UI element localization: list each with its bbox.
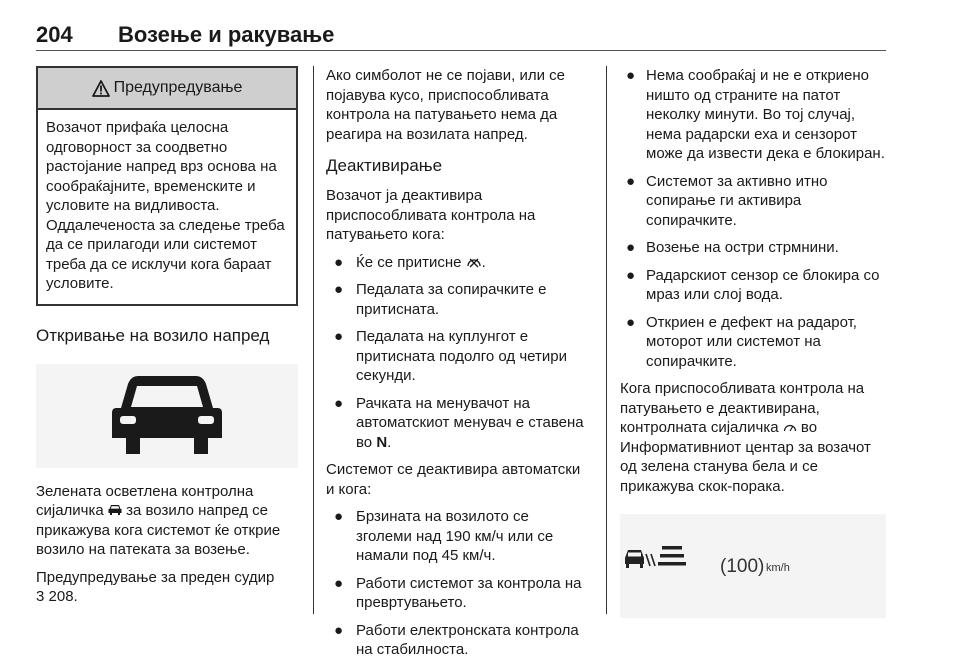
list-item: ● Брзината на возилото се зголеми над 190 км/ч или се намали под 45 км/ч. xyxy=(334,508,554,564)
list-item: ● Ќе се притисне . xyxy=(334,253,486,271)
list-item: ● Работи електронската контрола на стабилноста. xyxy=(334,621,579,658)
bullet-icon: ● xyxy=(334,281,344,298)
bullet-icon: ● xyxy=(334,621,344,639)
cruise-cancel-icon xyxy=(466,256,482,268)
header-rule xyxy=(36,50,886,51)
section-heading: Деактивирање xyxy=(326,156,443,175)
conditions-list xyxy=(620,66,886,371)
page-header xyxy=(36,22,886,52)
bullet-icon: ● xyxy=(626,67,636,84)
bullet-icon: ● xyxy=(626,266,636,284)
bullet-icon: ● xyxy=(334,508,344,525)
driver-deactivation-list xyxy=(326,253,588,453)
speed-unit: km/h xyxy=(766,562,790,574)
list-item: ● Педалата на куплунгот е притисната подолго од четири секунди. xyxy=(334,328,567,384)
list-item: ● Педалата за сопирачките е притисната. xyxy=(334,281,547,318)
deactivated-paragraph: Кога приспособливата контрола на патувањето е деактивирана, контролната сијаличка во Информативниот центар за возачот од зелена станува бела и се прикажува скок-порака. xyxy=(620,380,871,495)
list-item: ● Возење на остри стрмнини. xyxy=(626,239,839,256)
warning-box xyxy=(36,66,298,306)
warning-title: Предупредување xyxy=(113,79,243,96)
intro-paragraph: Ако симболот не се појави, или се појавува кусо, приспособливата контрола на патувањето нема да реагира на возилата напред. xyxy=(326,67,565,143)
column-divider xyxy=(313,66,314,614)
list-item: ● Откриен е дефект на радарот, моторот или системот на сопирачките. xyxy=(626,313,857,370)
list-item: ● Радарскиот сензор се блокира со мраз или слој вода. xyxy=(626,266,880,303)
warning-triangle-icon xyxy=(92,80,110,97)
auto-deactivation-paragraph: Системот се деактивира автоматски и кога: xyxy=(326,461,581,498)
page-title: Возење и ракување xyxy=(118,22,335,47)
reference-page[interactable]: 208. xyxy=(48,588,78,605)
list-item: ● Работи системот за контрола на превртувањето. xyxy=(334,574,582,611)
section-heading: Откривање на возило напред xyxy=(36,325,270,345)
warning-text: Возачот прифаќа целосна одговорност за соодветно растојание напред врз основа на сообраќајните, временските и условите на видливоста. Оддалеченоста за следење треба да се прилагоди или системот треба да се исклучи кога бараат условите. xyxy=(46,119,285,292)
adaptive-cruise-car-icon xyxy=(620,514,720,618)
gear-position: N xyxy=(376,433,388,451)
warning-header xyxy=(38,68,296,110)
cruise-control-icon xyxy=(783,421,797,433)
list-item: ● Рачката на менувачот на автоматскиот менувач е ставена во N. xyxy=(334,394,584,451)
bullet-icon: ● xyxy=(626,172,636,190)
list-item: ● Системот за активно итно сопирање ги активира сопирачките. xyxy=(626,172,828,229)
set-speed-value: (100) xyxy=(720,556,765,577)
reference-arrow-icon: 3 xyxy=(36,588,45,605)
bullet-icon: ● xyxy=(334,253,344,271)
vehicle-ahead-icon xyxy=(108,504,122,516)
page-number: 204 xyxy=(36,22,73,47)
driver-deactivation-paragraph: Возачот ја деактивира приспособливата контрола на патувањето кога: xyxy=(326,187,536,243)
bullet-icon: ● xyxy=(626,239,636,256)
list-item: ● Нема сообраќај и не е откриено ништо од страните на патот неколку минути. Во тој случај, нема радарски еха и сензорот може да извести дека е блокиран. xyxy=(626,67,885,162)
bullet-icon: ● xyxy=(334,394,344,412)
column-1 xyxy=(36,66,298,615)
bullet-icon: ● xyxy=(334,328,344,345)
column-divider xyxy=(606,66,607,614)
vehicle-ahead-image xyxy=(36,364,298,468)
bullet-icon: ● xyxy=(334,574,344,592)
column-3 xyxy=(620,66,886,618)
cross-reference: Предупредување за преден судир 3 208. xyxy=(36,568,275,605)
auto-deactivation-list xyxy=(326,507,588,660)
vehicle-ahead-icon xyxy=(36,364,298,468)
column-2 xyxy=(326,66,588,668)
bullet-icon: ● xyxy=(626,313,636,331)
detect-paragraph: Зелената осветлена контролна сијаличка за возило напред се прикажува кога системот ќе открие возило на патеката за возење. xyxy=(36,482,281,558)
driver-info-display xyxy=(620,514,886,618)
